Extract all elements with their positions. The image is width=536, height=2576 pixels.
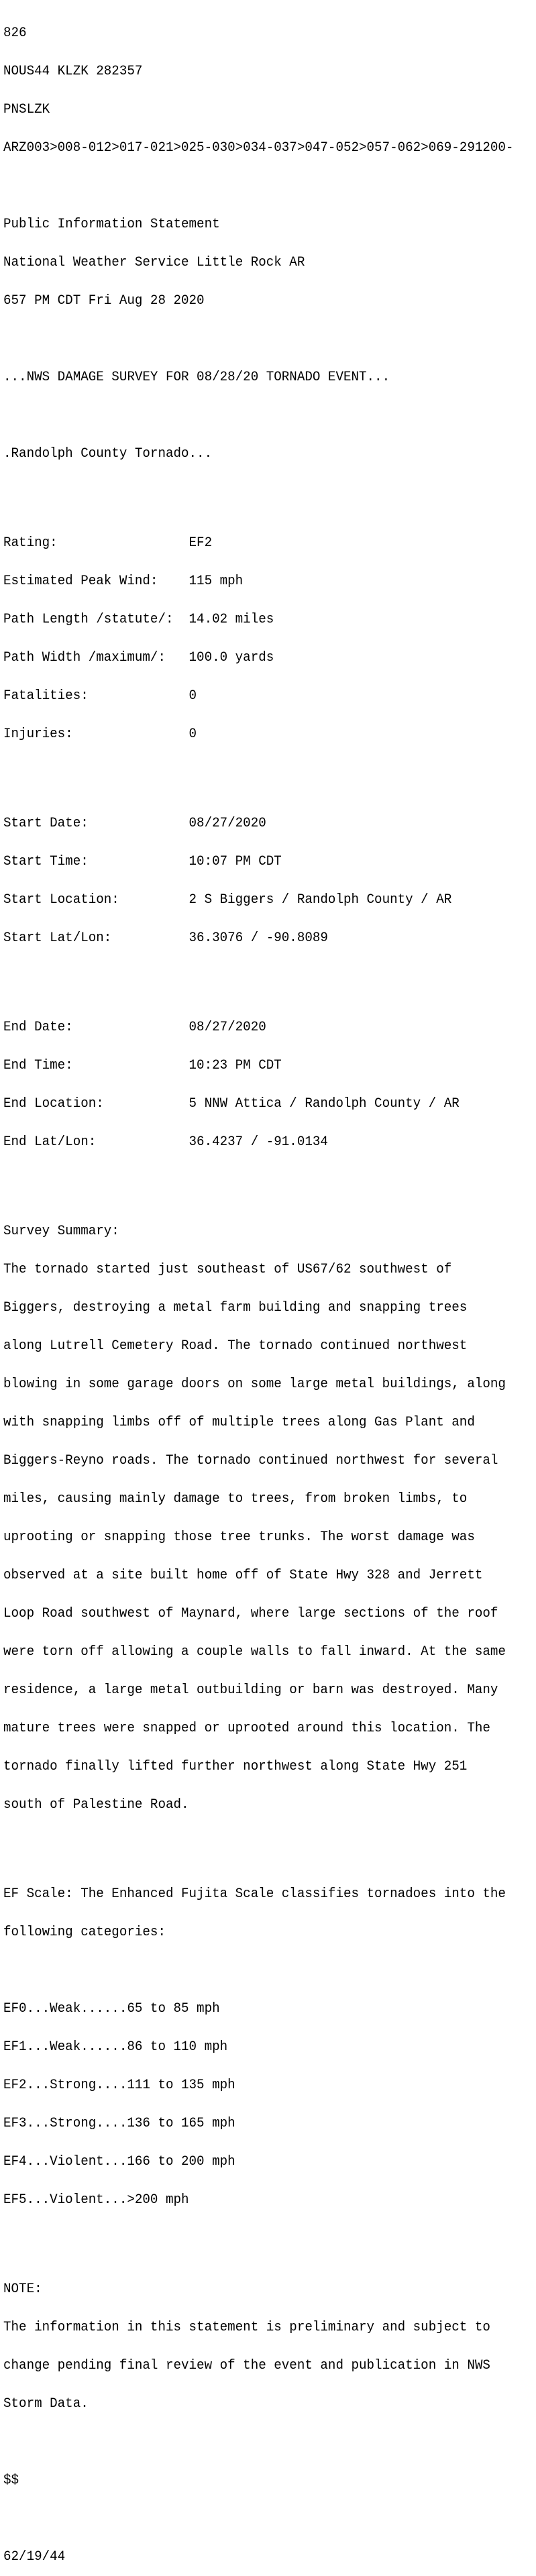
survey-summary-line: were torn off allowing a couple walls to fall inward. At the same bbox=[3, 1644, 506, 1660]
fatalities-label: Fatalities: bbox=[3, 688, 189, 704]
blank-line bbox=[3, 1964, 513, 1977]
injuries-label: Injuries: bbox=[3, 727, 189, 742]
ef-category-ef5: EF5...Violent...>200 mph bbox=[3, 2192, 189, 2208]
start-location-label: Start Location: bbox=[3, 892, 189, 908]
survey-summary-line: observed at a site built home off of State Hwy 328 and Jerrett bbox=[3, 1568, 483, 1583]
path-width-value: 100.0 yards bbox=[189, 650, 274, 665]
survey-summary-line: tornado finally lifted further northwest along State Hwy 251 bbox=[3, 1759, 468, 1774]
fatalities-row bbox=[3, 690, 513, 702]
blank-line bbox=[3, 2436, 513, 2449]
start-location-value: 2 S Biggers / Randolph County / AR bbox=[189, 892, 452, 908]
start-latlon-label: Start Lat/Lon: bbox=[3, 930, 189, 946]
survey-summary-line: Biggers-Reyno roads. The tornado continued northwest for several bbox=[3, 1453, 498, 1468]
ef-category-ef2: EF2...Strong....111 to 135 mph bbox=[3, 2078, 235, 2093]
start-location-row bbox=[3, 894, 513, 906]
end-time-row bbox=[3, 1059, 513, 1072]
end-date-label: End Date: bbox=[3, 1020, 189, 1035]
blank-line bbox=[3, 180, 513, 193]
end-latlon-row bbox=[3, 1136, 513, 1148]
end-location-label: End Location: bbox=[3, 1096, 189, 1112]
wmo-header: NOUS44 KLZK 282357 bbox=[3, 64, 143, 79]
survey-summary-heading: Survey Summary: bbox=[3, 1224, 119, 1239]
start-latlon-value: 36.3076 / -90.8089 bbox=[189, 930, 328, 946]
end-date-value: 08/27/2020 bbox=[189, 1020, 266, 1035]
note-line: Storm Data. bbox=[3, 2396, 89, 2412]
zone-codes: ARZ003>008-012>017-021>025-030>034-037>047-052>057-062>069-291200- bbox=[3, 140, 514, 156]
end-latlon-label: End Lat/Lon: bbox=[3, 1134, 189, 1150]
survey-summary-line: mature trees were snapped or uprooted around this location. The bbox=[3, 1721, 490, 1736]
event-name: .Randolph County Tornado... bbox=[3, 446, 213, 462]
peak-wind-label: Estimated Peak Wind: bbox=[3, 574, 189, 589]
blank-line bbox=[3, 2512, 513, 2525]
note-line: The information in this statement is preliminary and subject to bbox=[3, 2320, 490, 2335]
start-time-row bbox=[3, 855, 513, 868]
start-time-label: Start Time: bbox=[3, 854, 189, 869]
end-latlon-value: 36.4237 / -91.0134 bbox=[189, 1134, 328, 1150]
peak-wind-value: 115 mph bbox=[189, 574, 244, 589]
survey-summary-line: uprooting or snapping those tree trunks. The worst damage was bbox=[3, 1529, 475, 1545]
blank-line bbox=[3, 486, 513, 498]
path-length-row bbox=[3, 613, 513, 626]
survey-summary-line: south of Palestine Road. bbox=[3, 1797, 189, 1813]
blank-line bbox=[3, 409, 513, 422]
note-line: change pending final review of the event and publication in NWS bbox=[3, 2358, 490, 2373]
path-width-row bbox=[3, 651, 513, 664]
awips-id: PNSLZK bbox=[3, 102, 50, 117]
survey-summary-line: miles, causing mainly damage to trees, from broken limbs, to bbox=[3, 1491, 468, 1507]
survey-summary-line: with snapping limbs off of multiple trees along Gas Plant and bbox=[3, 1415, 475, 1430]
end-location-value: 5 NNW Attica / Randolph County / AR bbox=[189, 1096, 460, 1112]
start-date-value: 08/27/2020 bbox=[189, 816, 266, 831]
note-heading: NOTE: bbox=[3, 2282, 42, 2297]
fatalities-value: 0 bbox=[189, 688, 197, 704]
start-time-value: 10:07 PM CDT bbox=[189, 854, 282, 869]
start-date-row bbox=[3, 817, 513, 830]
ef-category-ef0: EF0...Weak......65 to 85 mph bbox=[3, 2001, 220, 2017]
start-date-label: Start Date: bbox=[3, 816, 189, 831]
end-time-label: End Time: bbox=[3, 1058, 189, 1073]
end-of-product-marker: $$ bbox=[3, 2473, 19, 2488]
issuing-office: National Weather Service Little Rock AR bbox=[3, 255, 305, 270]
blank-line bbox=[3, 1837, 513, 1849]
product-title: Public Information Statement bbox=[3, 217, 220, 232]
survey-summary-line: Biggers, destroying a metal farm building and snapping trees bbox=[3, 1300, 468, 1316]
rating-value: EF2 bbox=[189, 535, 213, 551]
survey-summary-line: The tornado started just southeast of US67/62 southwest of bbox=[3, 1262, 452, 1277]
end-date-row bbox=[3, 1021, 513, 1034]
product-sequence-number: 826 bbox=[3, 25, 27, 41]
path-length-value: 14.02 miles bbox=[189, 612, 274, 627]
blank-line bbox=[3, 333, 513, 345]
blank-line bbox=[3, 766, 513, 779]
peak-wind-row bbox=[3, 575, 513, 588]
path-length-label: Path Length /statute/: bbox=[3, 612, 189, 627]
rating-row bbox=[3, 537, 513, 549]
nws-public-information-statement bbox=[3, 1, 513, 2576]
end-time-value: 10:23 PM CDT bbox=[189, 1058, 282, 1073]
rating-label: Rating: bbox=[3, 535, 189, 551]
ef-category-ef4: EF4...Violent...166 to 200 mph bbox=[3, 2154, 235, 2169]
blank-line bbox=[3, 1174, 513, 1187]
blank-line bbox=[3, 970, 513, 983]
end-location-row bbox=[3, 1097, 513, 1110]
forecaster-signature: 62/19/44 bbox=[3, 2549, 66, 2565]
path-width-label: Path Width /maximum/: bbox=[3, 650, 189, 665]
survey-summary-line: Loop Road southwest of Maynard, where large sections of the roof bbox=[3, 1606, 498, 1621]
blank-line bbox=[3, 2232, 513, 2245]
ef-category-ef1: EF1...Weak......86 to 110 mph bbox=[3, 2039, 228, 2055]
ef-scale-intro-line: EF Scale: The Enhanced Fujita Scale classifies tornadoes into the bbox=[3, 1886, 506, 1902]
ef-category-ef3: EF3...Strong....136 to 165 mph bbox=[3, 2116, 235, 2131]
issue-time: 657 PM CDT Fri Aug 28 2020 bbox=[3, 293, 205, 309]
headline: ...NWS DAMAGE SURVEY FOR 08/28/20 TORNADO EVENT... bbox=[3, 370, 390, 385]
survey-summary-line: along Lutrell Cemetery Road. The tornado continued northwest bbox=[3, 1338, 468, 1354]
survey-summary-line: residence, a large metal outbuilding or barn was destroyed. Many bbox=[3, 1682, 498, 1698]
ef-scale-intro-line: following categories: bbox=[3, 1925, 166, 1940]
injuries-row bbox=[3, 728, 513, 741]
survey-summary-line: blowing in some garage doors on some large metal buildings, along bbox=[3, 1377, 506, 1392]
start-latlon-row bbox=[3, 932, 513, 945]
injuries-value: 0 bbox=[189, 727, 197, 742]
